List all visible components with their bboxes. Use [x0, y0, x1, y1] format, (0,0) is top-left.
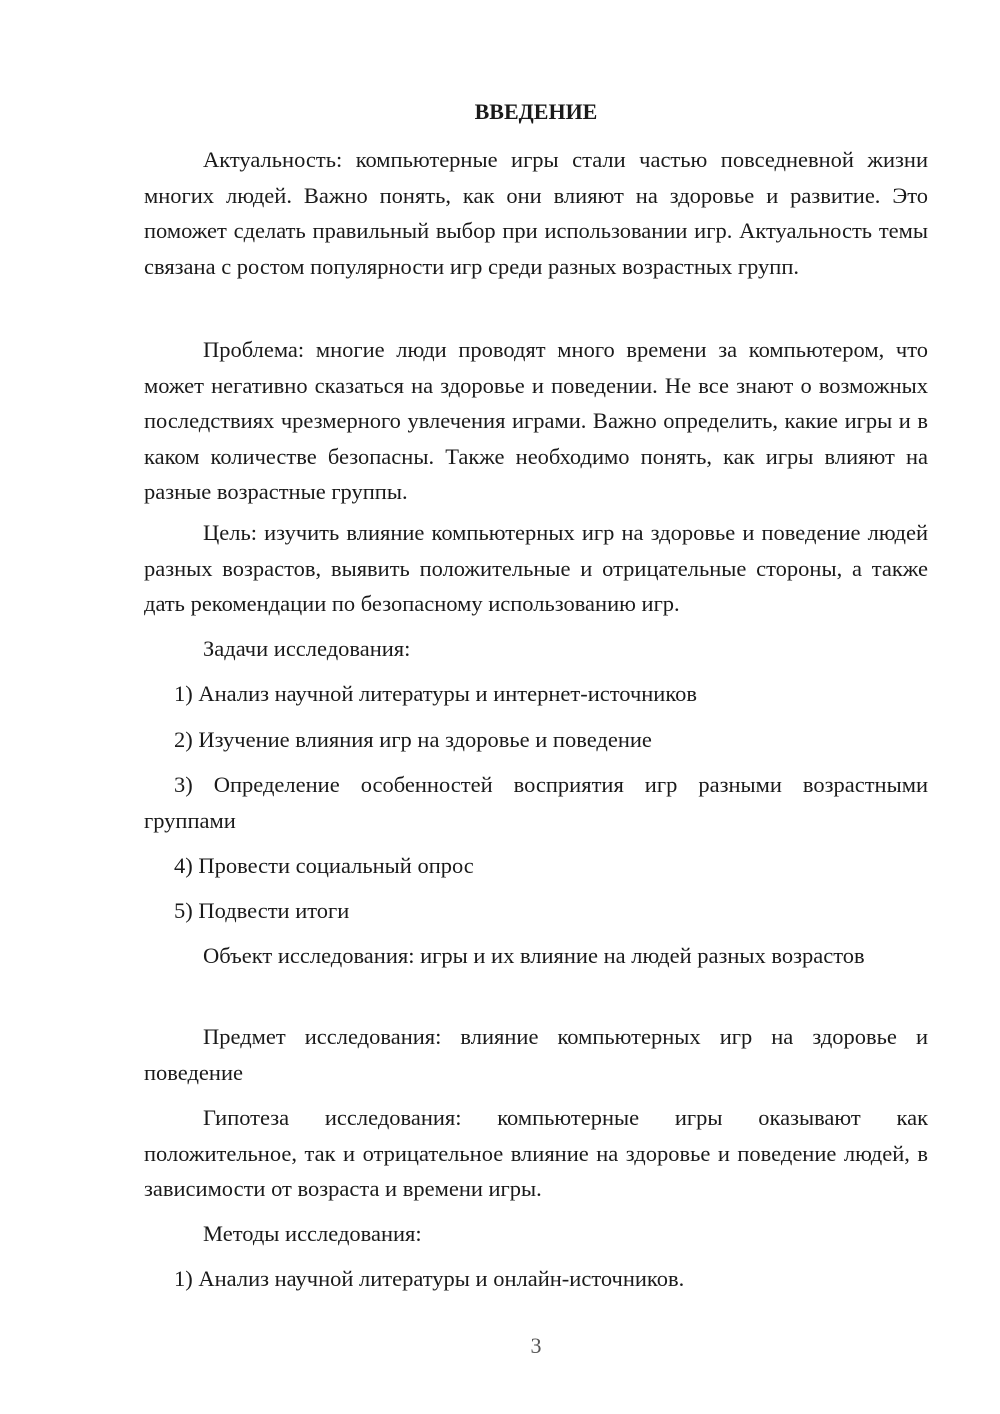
hypothesis-paragraph: Гипотеза исследования: компьютерные игры оказывают как положительное, так и отрицательное влияние на здоровье и поведение людей, в зависимости от возраста и времени игры. — [144, 1105, 928, 1201]
subject-paragraph: Предмет исследования: влияние компьютерных игр на здоровье и поведение — [144, 1024, 928, 1085]
relevance-paragraph: Актуальность: компьютерные игры стали частью повседневной жизни многих людей. Важно понять, как они влияют на здоровье и развитие. Это поможет сделать правильный выбор при использовании игр. Актуальность темы связана с ростом популярности игр среди разных возрастных групп. — [144, 147, 928, 279]
task-item: 5) Подвести итоги — [174, 898, 350, 923]
method-item: 1) Анализ научной литературы и онлайн-источников. — [174, 1266, 685, 1291]
section-title: ВВЕДЕНИЕ — [474, 99, 598, 124]
page-number: 3 — [530, 1333, 542, 1358]
object-paragraph: Объект исследования: игры и их влияние на людей разных возрастов — [203, 943, 865, 968]
problem-paragraph: Проблема: многие люди проводят много времени за компьютером, что может негативно сказаться на здоровье и поведении. Не все знают о возможных последствиях чрезмерного увлечения играми. Важно определить, какие игры и в каком количестве безопасны. Также необходимо понять, как игры влияют на разные возрастные группы. — [144, 337, 928, 504]
methods-heading: Методы исследования: — [203, 1221, 422, 1246]
task-item: 1) Анализ научной литературы и интернет-источников — [174, 681, 698, 706]
task-item: 4) Провести социальный опрос — [174, 853, 474, 878]
task-item: 3) Определение особенностей восприятия игр разными возрастными группами — [144, 772, 928, 833]
tasks-heading: Задачи исследования: — [203, 636, 411, 661]
task-item: 2) Изучение влияния игр на здоровье и поведение — [174, 727, 652, 752]
goal-paragraph: Цель: изучить влияние компьютерных игр на здоровье и поведение людей разных возрастов, выявить положительные и отрицательные стороны, а также дать рекомендации по безопасному использованию игр. — [144, 520, 928, 616]
